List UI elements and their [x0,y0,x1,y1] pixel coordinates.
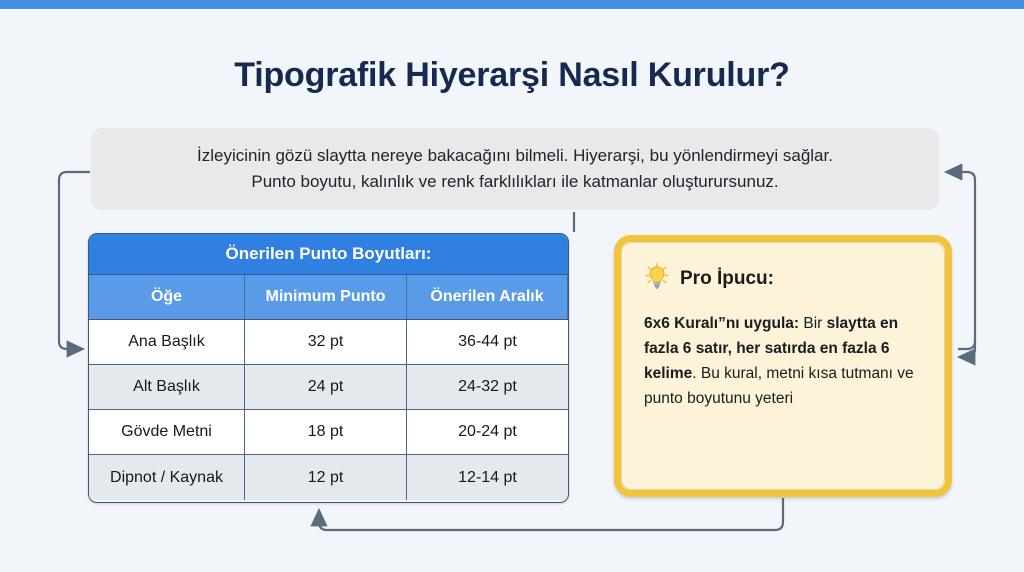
table-title: Önerilen Punto Boyutları: [89,234,568,275]
cell-element: Ana Başlık [89,320,245,364]
pro-tip-title: Pro İpucu: [680,267,774,289]
pro-tip-inner [621,242,945,490]
page-title: Tipografik Hiyerarşi Nasıl Kurulur? [234,56,790,94]
cell-minimum: 32 pt [245,320,407,364]
top-accent-bar [0,0,1024,9]
left-connector-path [59,172,90,349]
intro-line-2: Punto boyutu, kalınlık ve renk farklılıkları ile katmanlar oluşturursunuz. [251,172,779,191]
tip-text-b: . Bu kural, metni kısa tutmanı ve punto boyutunu yeteri [644,365,914,407]
column-header-aralik: Önerilen Aralık [407,275,568,319]
intro-line-1: İzleyicinin gözü slaytta nereye bakacağını bilmeli. Hiyerarşi, bu yönlendirmeyi sağlar. [197,146,833,165]
column-header-minimum: Minimum Punto [245,275,407,319]
tip-rule-detail: slaytta en fazla 6 satır, her satırda en fazla 6 kelime [644,315,899,382]
cell-minimum: 24 pt [245,365,407,409]
intro-description-box [91,128,939,210]
tip-text-a: Bir [799,315,827,332]
cell-range: 20-24 pt [458,423,517,440]
table-row [89,410,568,455]
table-row [89,320,568,365]
cell-minimum: 18 pt [245,410,407,454]
pro-tip-header [644,262,922,295]
pro-tip-body [644,311,922,411]
tip-rule-name: 6x6 Kuralı”nı uygula: [644,315,800,332]
table-row [89,455,568,500]
pro-tip-box [614,235,952,497]
cell-element: Gövde Metni [89,410,245,454]
cell-minimum: 12 pt [245,455,407,500]
table-header-row [89,275,568,320]
right-connector-lower-arrow [960,341,975,357]
cell-range: 36-44 pt [458,333,517,350]
cell-element: Alt Başlık [89,365,245,409]
cell-element: Dipnot / Kaynak [89,455,245,500]
table-row [89,365,568,410]
column-header-oge: Öğe [89,275,245,319]
cell-range: 24-32 pt [458,378,517,395]
punto-sizes-table [88,233,569,503]
cell-range: 12-14 pt [458,468,517,486]
lightbulb-icon [644,262,670,295]
